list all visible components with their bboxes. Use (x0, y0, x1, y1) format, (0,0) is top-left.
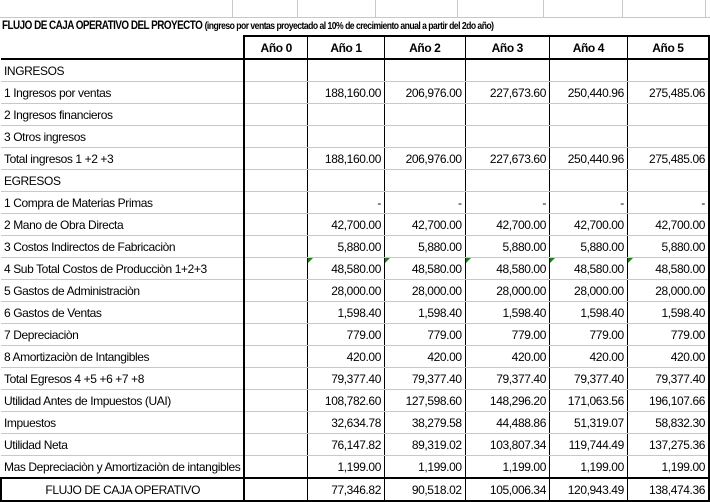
column-header[interactable]: Año 4 (549, 36, 627, 59)
value-cell[interactable]: 779.00 (384, 324, 465, 346)
value-cell[interactable]: 1,199.00 (465, 456, 549, 479)
value-cell[interactable] (465, 126, 549, 148)
value-cell[interactable]: 5,880.00 (549, 236, 627, 258)
value-cell[interactable]: 5,880.00 (627, 236, 709, 258)
value-cell[interactable]: 28,000.00 (465, 280, 549, 302)
value-cell[interactable]: 42,700.00 (627, 214, 709, 236)
value-cell[interactable]: - (627, 192, 709, 214)
value-cell[interactable]: 32,634.78 (308, 412, 385, 434)
footer-row (1, 478, 709, 501)
value-cell[interactable]: 206,976.00 (384, 82, 465, 104)
footer-value-cell[interactable]: 105,006.34 (465, 478, 549, 501)
value-cell[interactable]: 206,976.00 (384, 148, 465, 170)
row-label-cell[interactable]: EGRESOS (1, 170, 244, 192)
title-main: FLUJO DE CAJA OPERATIVO DEL PROYECTO (2, 20, 203, 32)
header-row (1, 36, 709, 59)
value-cell[interactable]: - (549, 192, 627, 214)
value-cell[interactable] (244, 148, 307, 170)
value-cell[interactable]: 79,377.40 (308, 368, 385, 390)
value-cell[interactable]: 5,880.00 (308, 236, 385, 258)
value-cell[interactable] (244, 82, 307, 104)
row-label-cell[interactable]: 4 Sub Total Costos de Producciòn 1+2+3 (1, 258, 244, 280)
table-row (1, 170, 709, 192)
value-cell[interactable]: 1,199.00 (308, 456, 385, 479)
footer-label-cell[interactable]: FLUJO DE CAJA OPERATIVO (1, 478, 244, 501)
value-cell[interactable] (549, 126, 627, 148)
value-cell[interactable] (627, 104, 709, 126)
cash-flow-table (0, 35, 710, 502)
row-label-cell[interactable]: 3 Costos Indirectos de Fabricaciòn (1, 236, 244, 258)
value-cell[interactable]: 51,319.07 (549, 412, 627, 434)
table-row (1, 302, 709, 324)
row-label-cell[interactable]: 2 Mano de Obra Directa (1, 214, 244, 236)
value-cell[interactable]: 1,598.40 (308, 302, 385, 324)
value-cell[interactable]: 79,377.40 (549, 368, 627, 390)
row-label-cell[interactable]: 2 Ingresos financieros (1, 104, 244, 126)
value-cell[interactable] (244, 412, 307, 434)
value-cell[interactable]: 48,580.00 (384, 258, 465, 280)
value-cell[interactable] (465, 59, 549, 82)
value-cell[interactable] (244, 192, 307, 214)
value-cell[interactable]: 48,580.00 (549, 258, 627, 280)
footer-value-cell[interactable]: 120,943.49 (549, 478, 627, 501)
footer-value-cell[interactable] (244, 478, 307, 501)
table-row (1, 59, 709, 82)
row-label-cell[interactable]: 5 Gastos de Administraciòn (1, 280, 244, 302)
row-label-cell[interactable]: 7 Depreciaciòn (1, 324, 244, 346)
table-row (1, 104, 709, 126)
value-cell[interactable]: 1,199.00 (627, 456, 709, 479)
value-cell[interactable]: 779.00 (549, 324, 627, 346)
title-subtitle: (ingreso por ventas proyectado al 10% de crecimiento anual a partir del 2do año) (204, 21, 494, 32)
value-cell[interactable]: 1,199.00 (384, 456, 465, 479)
table-row (1, 126, 709, 148)
value-cell[interactable] (244, 390, 307, 412)
footer-value-cell[interactable]: 77,346.82 (308, 478, 385, 501)
value-cell[interactable] (549, 104, 627, 126)
row-label-cell[interactable]: 6 Gastos de Ventas (1, 302, 244, 324)
table-row (1, 368, 709, 390)
value-cell[interactable] (244, 368, 307, 390)
row-label-cell[interactable]: 1 Compra de Materias Primas (1, 192, 244, 214)
value-cell[interactable]: 42,700.00 (308, 214, 385, 236)
row-label-cell[interactable]: 8 Amortizaciòn de Intangibles (1, 346, 244, 368)
value-cell[interactable]: 148,296.20 (465, 390, 549, 412)
column-header[interactable]: Año 0 (244, 36, 307, 59)
value-cell[interactable]: 275,485.06 (627, 148, 709, 170)
table-row (1, 192, 709, 214)
table-row (1, 82, 709, 104)
value-cell[interactable]: 420.00 (465, 346, 549, 368)
table-row (1, 324, 709, 346)
row-label-cell[interactable]: 3 Otros ingresos (1, 126, 244, 148)
value-cell[interactable]: - (308, 192, 385, 214)
value-cell[interactable]: 227,673.60 (465, 148, 549, 170)
value-cell[interactable]: 196,107.66 (627, 390, 709, 412)
value-cell[interactable] (384, 126, 465, 148)
value-cell[interactable] (308, 59, 385, 82)
value-cell[interactable] (549, 59, 627, 82)
value-cell[interactable]: 779.00 (627, 324, 709, 346)
value-cell[interactable] (244, 456, 307, 479)
value-cell[interactable] (244, 214, 307, 236)
value-cell[interactable]: 42,700.00 (465, 214, 549, 236)
value-cell[interactable]: 76,147.82 (308, 434, 385, 456)
value-cell[interactable]: 420.00 (549, 346, 627, 368)
value-cell[interactable]: 127,598.60 (384, 390, 465, 412)
value-cell[interactable]: 79,377.40 (627, 368, 709, 390)
table-row (1, 456, 709, 479)
value-cell[interactable] (308, 126, 385, 148)
value-cell[interactable]: 28,000.00 (627, 280, 709, 302)
value-cell[interactable] (627, 126, 709, 148)
value-cell[interactable]: 42,700.00 (549, 214, 627, 236)
value-cell[interactable] (244, 126, 307, 148)
value-cell[interactable]: 108,782.60 (308, 390, 385, 412)
value-cell[interactable] (244, 236, 307, 258)
value-cell[interactable]: 119,744.49 (549, 434, 627, 456)
row-label-cell[interactable]: Utilidad Neta (1, 434, 244, 456)
value-cell[interactable] (627, 59, 709, 82)
value-cell[interactable]: 1,598.40 (384, 302, 465, 324)
value-cell[interactable]: 1,199.00 (549, 456, 627, 479)
column-header[interactable]: Año 1 (308, 36, 385, 59)
value-cell[interactable]: 28,000.00 (549, 280, 627, 302)
value-cell[interactable]: 103,807.34 (465, 434, 549, 456)
table-row (1, 148, 709, 170)
value-cell[interactable]: - (384, 192, 465, 214)
footer-value-cell[interactable]: 138,474.36 (627, 478, 709, 501)
value-cell[interactable]: 171,063.56 (549, 390, 627, 412)
value-cell[interactable]: 188,160.00 (308, 148, 385, 170)
value-cell[interactable]: 420.00 (384, 346, 465, 368)
value-cell[interactable]: 420.00 (627, 346, 709, 368)
value-cell[interactable]: 89,319.02 (384, 434, 465, 456)
table-row (1, 280, 709, 302)
value-cell[interactable]: 42,700.00 (384, 214, 465, 236)
value-cell[interactable]: 250,440.96 (549, 148, 627, 170)
value-cell[interactable]: 48,580.00 (465, 258, 549, 280)
value-cell[interactable]: 250,440.96 (549, 82, 627, 104)
value-cell[interactable] (244, 324, 307, 346)
value-cell[interactable]: 58,832.30 (627, 412, 709, 434)
table-row (1, 346, 709, 368)
column-header[interactable]: Año 3 (465, 36, 549, 59)
value-cell[interactable]: 275,485.06 (627, 82, 709, 104)
row-label-cell[interactable]: Total ingresos 1 +2 +3 (1, 148, 244, 170)
value-cell[interactable] (549, 170, 627, 192)
value-cell[interactable]: 79,377.40 (465, 368, 549, 390)
value-cell[interactable] (384, 59, 465, 82)
row-label-cell[interactable]: Total Egresos 4 +5 +6 +7 +8 (1, 368, 244, 390)
value-cell[interactable]: 5,880.00 (384, 236, 465, 258)
value-cell[interactable]: 1,598.40 (627, 302, 709, 324)
value-cell[interactable]: 44,488.86 (465, 412, 549, 434)
row-label-cell[interactable]: INGRESOS (1, 59, 244, 82)
footer-value-cell[interactable]: 90,518.02 (384, 478, 465, 501)
value-cell[interactable] (627, 170, 709, 192)
value-cell[interactable] (244, 302, 307, 324)
row-label-cell[interactable]: Utilidad Antes de Impuestos (UAI) (1, 390, 244, 412)
value-cell[interactable]: 28,000.00 (308, 280, 385, 302)
value-cell[interactable]: 48,580.00 (308, 258, 385, 280)
value-cell[interactable]: 137,275.36 (627, 434, 709, 456)
value-cell[interactable] (308, 104, 385, 126)
value-cell[interactable]: 779.00 (308, 324, 385, 346)
row-label-cell[interactable]: Mas Depreciaciòn y Amortizaciòn de intangibles (1, 456, 244, 479)
value-cell[interactable] (308, 170, 385, 192)
header-blank-cell[interactable] (1, 36, 244, 59)
table-row (1, 390, 709, 412)
row-label-cell[interactable]: 1 Ingresos por ventas (1, 82, 244, 104)
value-cell[interactable] (244, 434, 307, 456)
value-cell[interactable]: 227,673.60 (465, 82, 549, 104)
row-label-cell[interactable]: Impuestos (1, 412, 244, 434)
value-cell[interactable] (244, 280, 307, 302)
column-header[interactable]: Año 5 (627, 36, 709, 59)
value-cell[interactable]: 38,279.58 (384, 412, 465, 434)
value-cell[interactable] (244, 170, 307, 192)
column-header[interactable]: Año 2 (384, 36, 465, 59)
value-cell[interactable]: 28,000.00 (384, 280, 465, 302)
value-cell[interactable] (244, 258, 307, 280)
value-cell[interactable] (244, 59, 307, 82)
value-cell[interactable]: 1,598.40 (549, 302, 627, 324)
value-cell[interactable]: 420.00 (308, 346, 385, 368)
table-row (1, 412, 709, 434)
value-cell[interactable]: 48,580.00 (627, 258, 709, 280)
table-row (1, 258, 709, 280)
value-cell[interactable] (244, 346, 307, 368)
value-cell[interactable]: 779.00 (465, 324, 549, 346)
table-row (1, 214, 709, 236)
table-row (1, 434, 709, 456)
value-cell[interactable]: 79,377.40 (384, 368, 465, 390)
value-cell[interactable] (384, 170, 465, 192)
value-cell[interactable] (465, 104, 549, 126)
value-cell[interactable] (244, 104, 307, 126)
value-cell[interactable]: 188,160.00 (308, 82, 385, 104)
value-cell[interactable]: 1,598.40 (465, 302, 549, 324)
value-cell[interactable]: - (465, 192, 549, 214)
sheet-title[interactable] (2, 17, 494, 35)
table-row (1, 236, 709, 258)
sheet-top-row (0, 0, 710, 18)
value-cell[interactable]: 5,880.00 (465, 236, 549, 258)
value-cell[interactable] (465, 170, 549, 192)
value-cell[interactable] (384, 104, 465, 126)
